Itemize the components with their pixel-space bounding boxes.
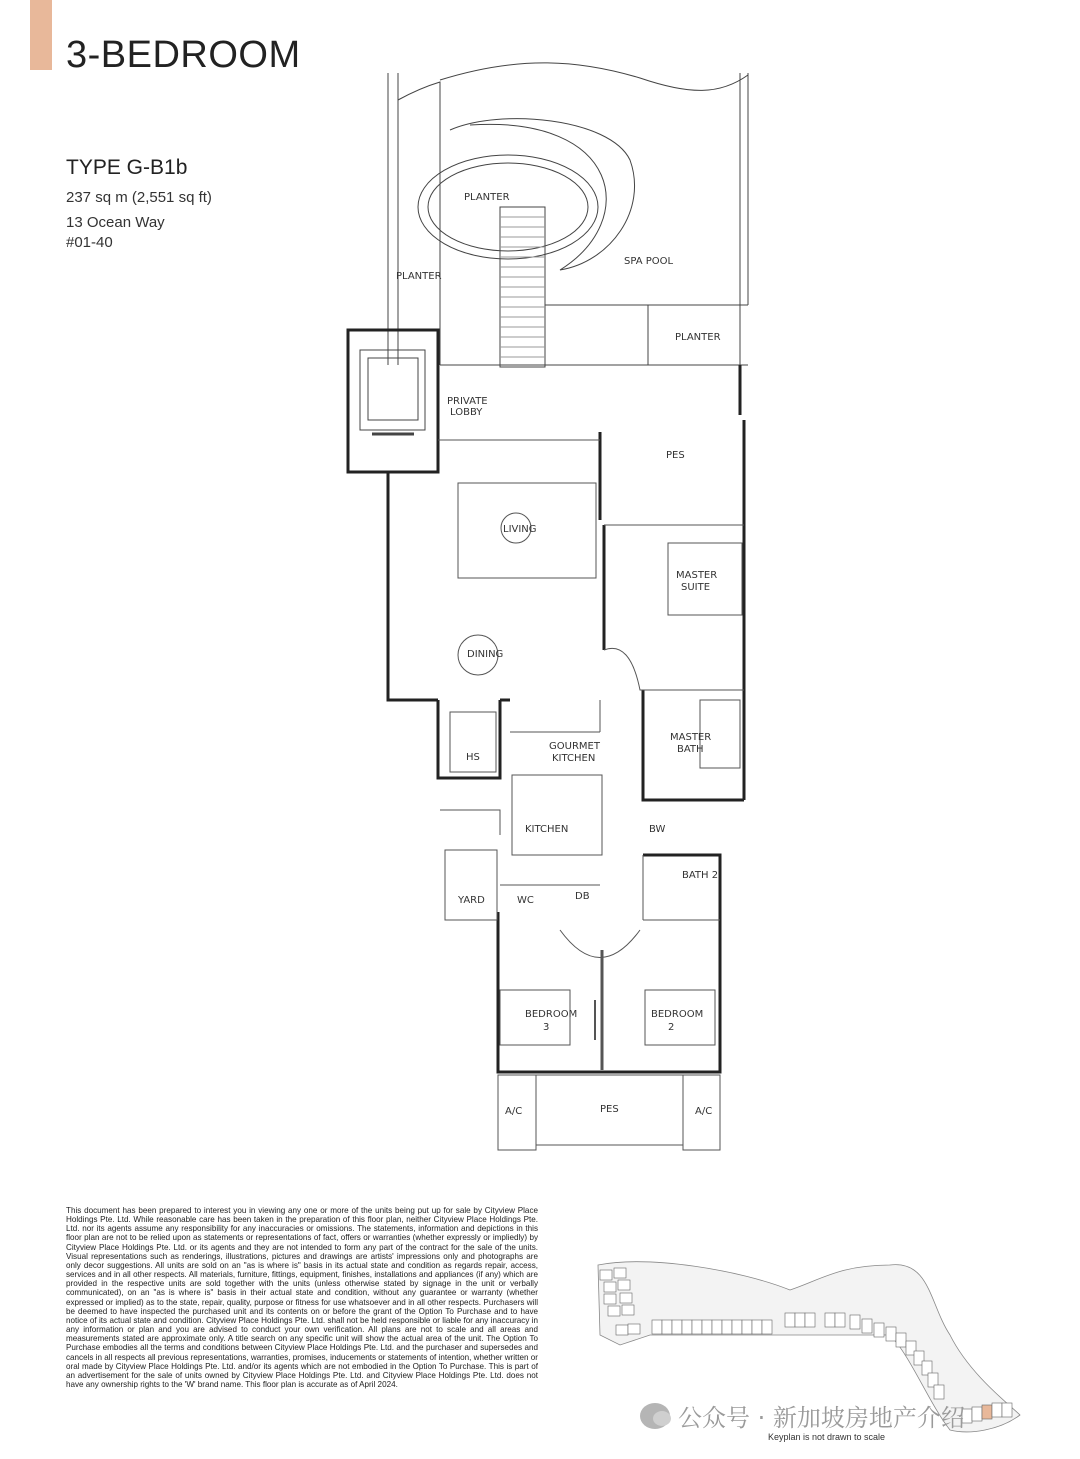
label-planter-right: PLANTER	[675, 332, 721, 343]
page-title: 3-BEDROOM	[66, 34, 301, 76]
label-planter-left: PLANTER	[396, 271, 442, 282]
label-master-suite-2: SUITE	[681, 582, 711, 593]
label-ac-right: A/C	[695, 1106, 713, 1117]
label-dining: DINING	[467, 649, 504, 660]
label-gourmet-kitchen-1: GOURMET	[549, 741, 600, 752]
label-ac-left: A/C	[505, 1106, 523, 1117]
label-master-bath-2: BATH	[677, 744, 704, 755]
label-master-suite-1: MASTER	[676, 570, 718, 581]
label-bedroom2-2: 2	[668, 1022, 675, 1033]
label-bw: BW	[649, 824, 666, 835]
label-living: LIVING	[503, 524, 537, 535]
label-spa-pool: SPA POOL	[624, 256, 674, 267]
unit-type: TYPE G-B1b	[66, 156, 188, 179]
label-yard: YARD	[458, 895, 485, 906]
watermark-text: 公众号 · 新加坡房地产介绍	[678, 1404, 965, 1432]
label-wc: WC	[517, 895, 534, 906]
label-master-bath-1: MASTER	[670, 732, 712, 743]
unit-number: #01-40	[66, 234, 113, 251]
label-pes-bottom: PES	[600, 1104, 619, 1115]
label-db: DB	[575, 891, 590, 902]
label-pes-top: PES	[666, 450, 685, 461]
wechat-icon	[640, 1403, 670, 1429]
label-bath-2: BATH 2	[682, 870, 719, 881]
label-bedroom3-1: BEDROOM	[525, 1009, 578, 1020]
watermark	[640, 1398, 965, 1433]
label-private-lobby-2: LOBBY	[450, 407, 483, 418]
label-gourmet-kitchen-2: KITCHEN	[552, 753, 596, 764]
label-private-lobby-1: PRIVATE	[447, 396, 488, 407]
label-bedroom2-1: BEDROOM	[651, 1009, 704, 1020]
unit-area: 237 sq m (2,551 sq ft)	[66, 189, 212, 206]
label-hs: HS	[466, 752, 480, 763]
label-planter-top: PLANTER	[464, 192, 510, 203]
label-bedroom3-2: 3	[543, 1022, 550, 1033]
keyplan-note: Keyplan is not drawn to scale	[768, 1432, 886, 1442]
label-kitchen: KITCHEN	[525, 824, 569, 835]
unit-address: 13 Ocean Way	[66, 214, 165, 231]
legal-disclaimer: This document has been prepared to interest you in viewing any one or more of the units being put up for sale by Cityview Place Holdings Pte. Ltd. While reasonable care has been taken in the preparation of this floor plan, neither Cityview Place Holdings Pte. Ltd. nor its agents assume any responsibility for any inaccuracies or omissions. The statements, information and depictions in this floor plan are not to be relied upon as statements or representations of fact, offers or warranties (whether expressly or impliedly) by Cityview Place Holdings Pte. Ltd. or its agents and they are not intended to form any part of the contract for the sale of the units. Visual representations such as renderings, illustrations, pictures and drawings are artists' impressions only and photographs are only decor suggestions. All units are sold on an "as is where is" basis in its actual state and condition as regards repair, access, services and in all other respects. All materials, furniture, fittings, equipment, finishes, installations and appliances (if any) which are provided in the respective units are sold together with the units (unless otherwise stated by signage in the unit or verbally communicated), on an "as is where is" basis in their actual state and condition, without any guarantee or warranty (whether expressed or implied) as to the state, repair, quality, purpose or fitness for use whatsoever and in all other respects. Purchasers will be deemed to have inspected the purchased unit and its contents on or before the grant of the Option To Purchase and to have notice of its actual state and condition. Cityview Place Holdings Pte. Ltd. shall not be held responsible or liable for any inaccuracy in any information or plan and you are advised to conduct your own verification. All plans are not to scale and all areas and measurements stated are approximate only. A title search on any specific unit will show the actual area of the unit. The Option To Purchase embodies all the terms and conditions between Cityview Place Holdings Pte. Ltd. and the purchaser and supersedes and cancels in all respects all previous representations, warranties, promises, inducements or statements of intention, whether written or oral made by Cityview Place Holdings Pte. Ltd. and/or its agents which are not embodied in the Option To Purchase. This is part of an advertisement for the sale of units owned by Cityview Place Holdings Pte. Ltd. and Cityview Place Holdings Pte. Ltd. does not have any ownership rights to the 'W' brand name. This floor plan is accurate as of April 2024.	[66, 1206, 538, 1389]
